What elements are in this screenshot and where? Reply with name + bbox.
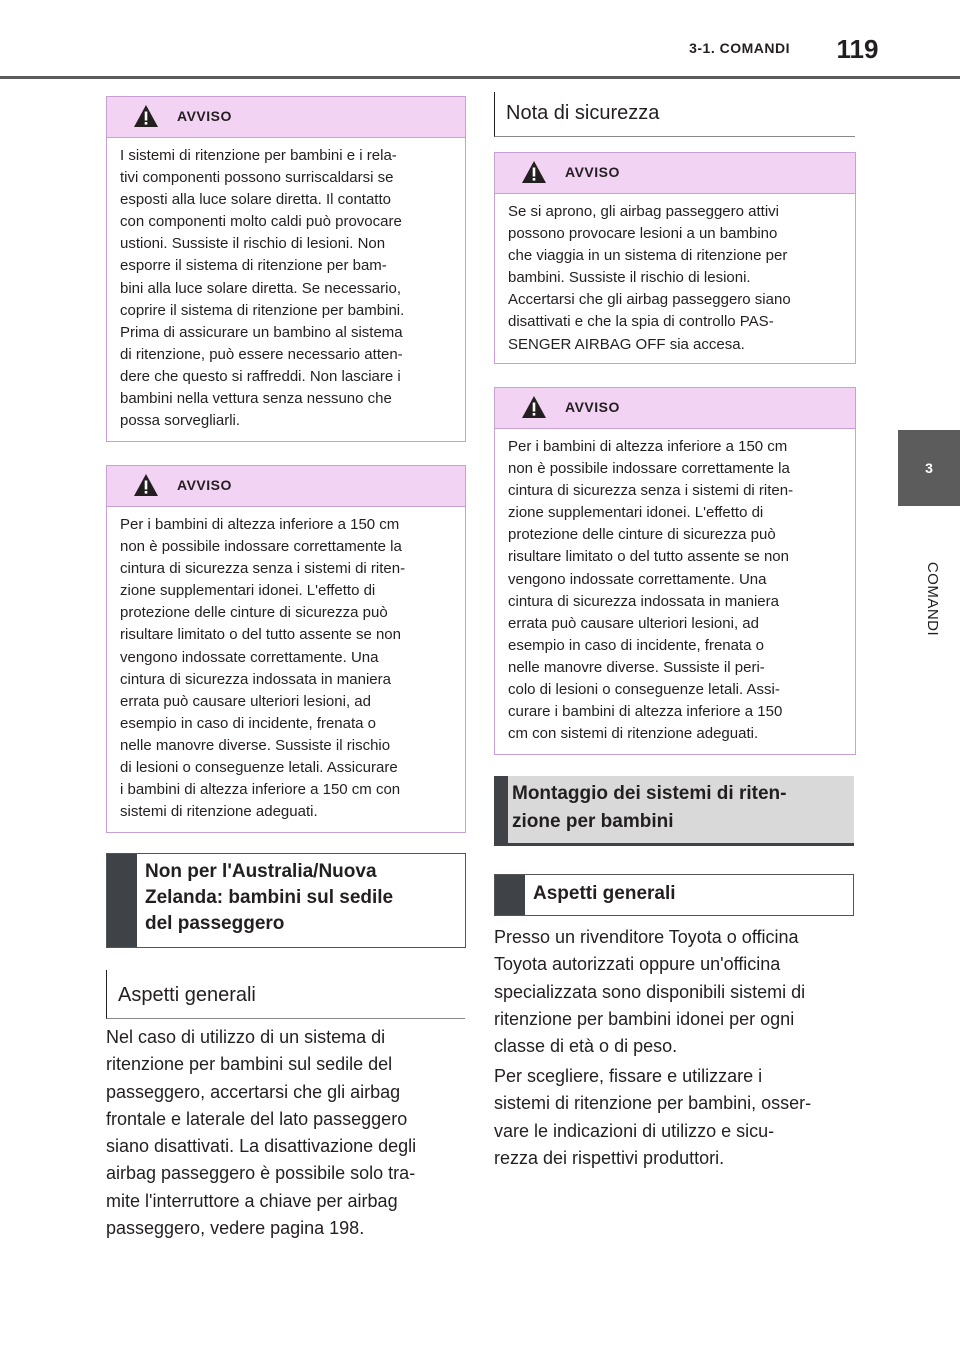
text-line: curare i bambini di altezza inferiore a 150	[508, 703, 783, 721]
heading-line: Zelanda: bambini sul sedile	[145, 887, 394, 908]
text-line: SENGER AIRBAG OFF sia accesa.	[508, 335, 745, 353]
text-line: vengono indossate correttamente. Una	[508, 570, 767, 588]
text-line: con componenti molto caldi può provocare	[120, 213, 402, 231]
text-line: errata può causare ulteriori lesioni, ad	[120, 692, 371, 710]
warning-triangle-icon	[521, 160, 547, 184]
warning-title: AVVISO	[177, 108, 232, 124]
text-line: ritenzione per bambini idonei per ogni	[494, 1008, 795, 1029]
text-line: zione supplementari idonei. L'effetto di	[508, 504, 764, 522]
warning-text	[107, 507, 465, 833]
section-heading-mounting	[494, 776, 854, 846]
warning-text	[495, 194, 855, 366]
text-line: Prima di assicurare un bambino al sistema	[120, 323, 403, 341]
text-line: che viaggia in un sistema di ritenzione per	[508, 247, 788, 265]
chapter-label: COMANDI	[924, 561, 941, 637]
heading-text: Aspetti generali	[533, 883, 676, 904]
heading-text	[145, 859, 393, 937]
heading-bar	[107, 854, 137, 947]
text-line: frontale e laterale del lato passeggero	[106, 1108, 408, 1129]
text-line: I sistemi di ritenzione per bambini e i rela-	[120, 147, 397, 164]
text-line: cintura di sicurezza indossata in maniera	[120, 670, 391, 688]
text-line: colo di lesioni o conseguenze letali. Assi-	[508, 681, 780, 699]
warning-header	[495, 153, 855, 194]
warning-title: AVVISO	[565, 399, 620, 415]
paragraph-passenger-airbag	[106, 1024, 466, 1242]
text-line: siano disattivati. La disattivazione degli	[106, 1136, 417, 1157]
chapter-tab: 3	[898, 430, 960, 506]
text-line: disattivati e che la spia di controllo PAS-	[508, 313, 774, 331]
text-line: zione supplementari idonei. L'effetto di	[120, 582, 376, 600]
text-line: sistemi di ritenzione adeguati.	[120, 803, 318, 821]
text-line: esempio in caso di incidente, frenata o	[120, 714, 376, 732]
text-line: risultare limitato o del tutto assente se non	[120, 626, 401, 644]
text-line: coprire il sistema di ritenzione per bambini.	[120, 301, 405, 319]
text-line: Presso un rivenditore Toyota o officina	[494, 927, 799, 947]
text-line: protezione delle cinture di sicurezza può	[508, 526, 776, 544]
text-line: di ritenzione, può essere necessario atten-	[120, 345, 403, 363]
heading-bar	[494, 776, 508, 843]
text-line: mite l'interruttore a chiave per airbag	[106, 1190, 398, 1211]
paragraph-toyota-dealer	[494, 924, 856, 1060]
text-line: tivi componenti possono surriscaldarsi se	[120, 169, 394, 187]
text-line: bambini nella vettura senza nessuno che	[120, 390, 392, 408]
text-line: vengono indossate correttamente. Una	[120, 648, 379, 666]
text-line: ritenzione per bambini sul sedile del	[106, 1054, 393, 1075]
warning-box-airbag-active	[494, 152, 856, 364]
text-line: Nel caso di utilizzo di un sistema di	[106, 1027, 386, 1047]
text-line: airbag passeggero è possibile solo tra-	[106, 1163, 416, 1184]
warning-box-child-height	[106, 465, 466, 833]
header-divider	[0, 76, 960, 79]
warning-header	[107, 97, 465, 138]
text-line: di lesioni o conseguenze letali. Assicurare	[120, 759, 398, 777]
heading-line: Montaggio dei sistemi di riten-	[512, 783, 787, 804]
heading-line: del passeggero	[145, 913, 285, 934]
heading-line: zione per bambini	[512, 811, 674, 832]
text-line: sistemi di ritenzione per bambini, osser-	[494, 1093, 812, 1114]
warning-triangle-icon	[133, 473, 159, 497]
text-line: passeggero, accertarsi che gli airbag	[106, 1081, 401, 1102]
text-line: errata può causare ulteriori lesioni, ad	[508, 614, 759, 632]
heading-general-aspects	[494, 874, 854, 916]
warning-box-sun-heat	[106, 96, 466, 442]
text-line: passeggero, vedere pagina 198.	[106, 1218, 365, 1239]
text-line: Per i bambini di altezza inferiore a 150 cm	[508, 438, 788, 455]
warning-triangle-icon	[133, 104, 159, 128]
text-line: Se si aprono, gli airbag passeggero attivi	[508, 203, 779, 220]
subheading-general-aspects	[106, 970, 465, 1019]
warning-header	[107, 466, 465, 507]
text-line: esporre il sistema di ritenzione per bam-	[120, 257, 387, 275]
page-number: 119	[836, 34, 879, 64]
text-line: Per scegliere, fissare e utilizzare i	[494, 1066, 763, 1086]
subheading-text: Nota di sicurezza	[506, 102, 660, 124]
text-line: possono provocare lesioni a un bambino	[508, 225, 778, 243]
text-line: cintura di sicurezza senza i sistemi di riten-	[508, 482, 794, 500]
text-line: Toyota autorizzati oppure un'officina	[494, 954, 781, 975]
warning-header	[495, 388, 855, 429]
text-line: cintura di sicurezza senza i sistemi di riten-	[120, 560, 406, 578]
text-line: non è possibile indossare correttamente la	[508, 460, 790, 478]
text-line: esempio in caso di incidente, frenata o	[508, 636, 764, 654]
text-line: dere che questo si raffreddi. Non lasciare i	[120, 367, 401, 385]
text-line: possa sorvegliarli.	[120, 412, 241, 430]
text-line: vare le indicazioni di utilizzo e sicu-	[494, 1120, 775, 1141]
warning-title: AVVISO	[177, 477, 232, 493]
text-line: specializzata sono disponibili sistemi di	[494, 981, 806, 1002]
text-line: esposti alla luce solare diretta. Il contatto	[120, 191, 391, 209]
paragraph-manufacturer-instructions	[494, 1063, 856, 1172]
text-line: nelle manovre diverse. Sussiste il rischio	[120, 736, 391, 754]
text-line: rezza dei rispettivi produttori.	[494, 1147, 725, 1168]
text-line: i bambini di altezza inferiore a 150 cm con	[120, 781, 401, 799]
warning-box-child-height-right	[494, 387, 856, 755]
warning-triangle-icon	[521, 395, 547, 419]
heading-australia-passenger-seat	[106, 853, 466, 948]
warning-text	[495, 429, 855, 755]
subheading-text: Aspetti generali	[118, 984, 256, 1006]
subheading-safety-note	[494, 92, 855, 137]
text-line: cm con sistemi di ritenzione adeguati.	[508, 725, 759, 743]
heading-line: Non per l'Australia/Nuova	[145, 861, 377, 882]
text-line: protezione delle cinture di sicurezza può	[120, 604, 388, 622]
warning-title: AVVISO	[565, 164, 620, 180]
text-line: Accertarsi che gli airbag passeggero siano	[508, 291, 791, 309]
text-line: cintura di sicurezza indossata in maniera	[508, 592, 779, 610]
text-line: classe di età o di peso.	[494, 1036, 678, 1057]
text-line: non è possibile indossare correttamente la	[120, 538, 402, 556]
text-line: risultare limitato o del tutto assente se non	[508, 548, 789, 566]
heading-text	[512, 780, 786, 836]
warning-text	[107, 138, 465, 442]
section-title: 3-1. COMANDI	[689, 40, 790, 56]
text-line: bini alla luce solare diretta. Se necessario,	[120, 279, 401, 297]
text-line: bambini. Sussiste il rischio di lesioni.	[508, 269, 751, 287]
text-line: Per i bambini di altezza inferiore a 150 cm	[120, 516, 400, 533]
text-line: ustioni. Sussiste il rischio di lesioni. Non	[120, 235, 386, 253]
text-line: nelle manovre diverse. Sussiste il peri-	[508, 658, 765, 676]
heading-bar	[495, 875, 525, 915]
